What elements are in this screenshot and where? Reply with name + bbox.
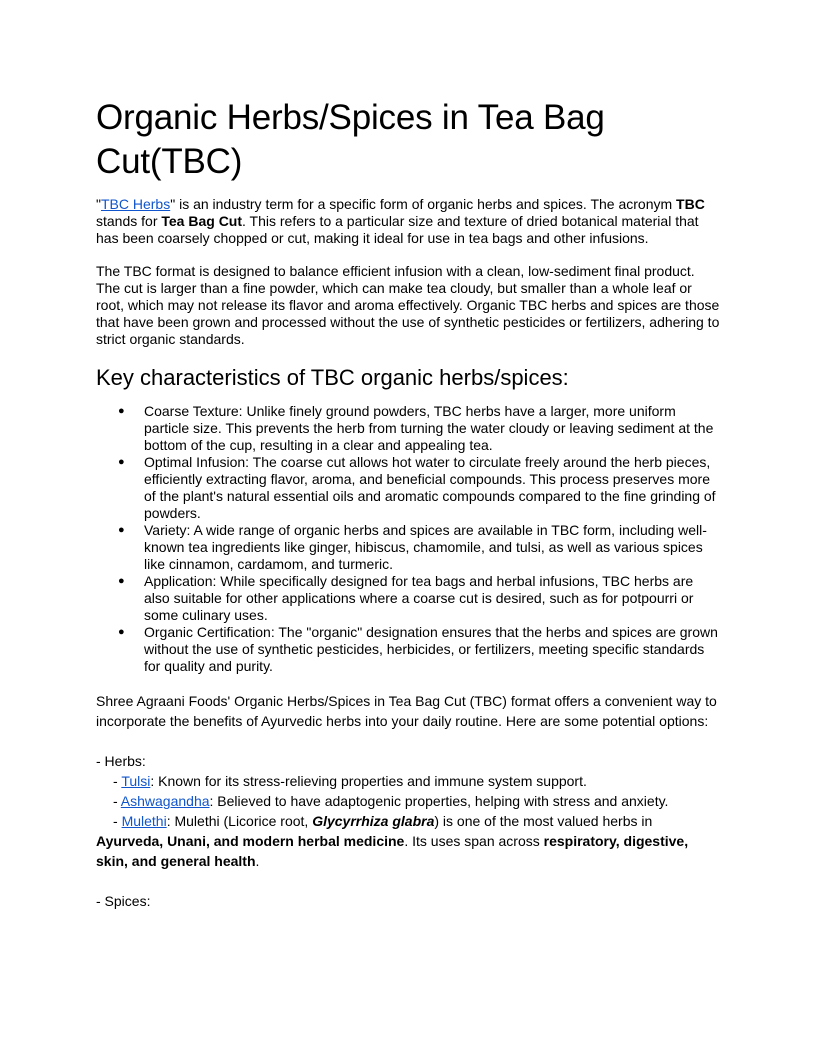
bullet-icon: ● [118, 524, 125, 536]
mulethi-text: ) is one of the most valued herbs in [434, 813, 653, 829]
herb-text: : Believed to have adaptogenic properties, helping with stress and anxiety. [209, 793, 669, 809]
para1-text: " is an industry term for a specific form of organic herbs and spices. The acronym [170, 196, 677, 212]
document-page [96, 96, 722, 911]
format-paragraph: The TBC format is designed to balance efficient infusion with a clean, low-sediment final product. The cut is larger than a fine powder, which can make tea cloudy, but smaller than a whole leaf or root, which may not release its flavor and aroma effectively. Organic TBC herbs and spices are those that have been grown and processed without the use of synthetic pesticides or fertilizers, adhering to strict organic standards. [96, 263, 720, 347]
dash: - [113, 813, 122, 829]
spices-heading: - Spices: [96, 893, 151, 909]
herb-item-tulsi [96, 771, 722, 791]
herb-item-mulethi [96, 811, 722, 871]
bold-traditions: Ayurveda, Unani, and modern herbal medicine [96, 833, 405, 849]
options-list [96, 751, 722, 911]
para1-rest: . This refers to a particular size and texture of dried botanical material that has been coarsely chopped or cut, making it ideal for use in tea bags and other infusions. [96, 213, 699, 246]
dash: - [113, 773, 122, 789]
intro-paragraph [96, 196, 722, 247]
list-item-text: Optimal Infusion: The coarse cut allows hot water to circulate freely around the herb pieces, efficiently extracting flavor, aroma, and beneficial compounds. This process preserves more of the plant's natural essential oils and aromatic compounds compared to the fine grinding of powders. [144, 454, 716, 521]
list-item-text: Variety: A wide range of organic herbs and spices are available in TBC form, including well-known tea ingredients like ginger, hibiscus, chamomile, and tulsi, as well as various spices like cinnamon, cardamom, and turmeric. [144, 522, 707, 572]
para1-mid: stands for [96, 213, 162, 229]
list-item-text: Application: While specifically designed for tea bags and herbal infusions, TBC herbs are also suitable for other applications where a coarse cut is desired, such as for potpourri or some culinary uses. [144, 573, 694, 623]
herb-item-ashwagandha [96, 791, 722, 811]
bullet-icon: ● [118, 575, 125, 587]
mulethi-link[interactable]: Mulethi [121, 813, 167, 829]
bold-tea-bag-cut: Tea Bag Cut [161, 213, 243, 229]
mulethi-text: . Its uses span across [404, 833, 544, 849]
bullet-icon: ● [118, 456, 125, 468]
mulethi-text: : Mulethi (Licorice root, [166, 813, 313, 829]
bold-uses: respiratory, digestive, skin, and general health [96, 833, 689, 869]
options-intro: Shree Agraani Foods' Organic Herbs/Spices in Tea Bag Cut (TBC) format offers a convenient way to incorporate the benefits of Ayurvedic herbs into your daily routine. Here are some potential options: [96, 693, 717, 729]
bullet-icon: ● [118, 405, 125, 417]
quote-mark: " [96, 196, 101, 212]
list-item-text: Coarse Texture: Unlike finely ground powders, TBC herbs have a larger, more uniform particle size. This prevents the herb from turning the water cloudy or leaving sediment at the bottom of the cup, resulting in a clear and appealing tea. [144, 403, 714, 453]
bold-tbc: TBC [676, 196, 705, 212]
herbs-heading: - Herbs: [96, 753, 146, 769]
characteristics-list [96, 403, 722, 675]
list-item [118, 573, 722, 624]
section-heading: Key characteristics of TBC organic herbs/spices: [96, 365, 569, 390]
list-item [118, 454, 722, 522]
botanical-name: Glycyrrhiza glabra [312, 813, 435, 829]
list-item [118, 522, 722, 573]
dash: - [113, 793, 121, 809]
herb-text: : Known for its stress-relieving properties and immune system support. [150, 773, 587, 789]
bullet-icon: ● [118, 626, 125, 638]
mulethi-text: . [255, 853, 260, 869]
tulsi-link[interactable]: Tulsi [121, 773, 151, 789]
page-title: Organic Herbs/Spices in Tea Bag Cut(TBC) [96, 98, 605, 181]
list-item [118, 624, 722, 675]
list-item-text: Organic Certification: The "organic" designation ensures that the herbs and spices are grown without the use of synthetic pesticides, herbicides, or fertilizers, meeting specific standards for quality and purity. [144, 624, 718, 674]
list-item [118, 403, 722, 454]
ashwagandha-link[interactable]: Ashwagandha [120, 793, 210, 809]
tbc-herbs-link[interactable]: TBC Herbs [100, 196, 171, 212]
